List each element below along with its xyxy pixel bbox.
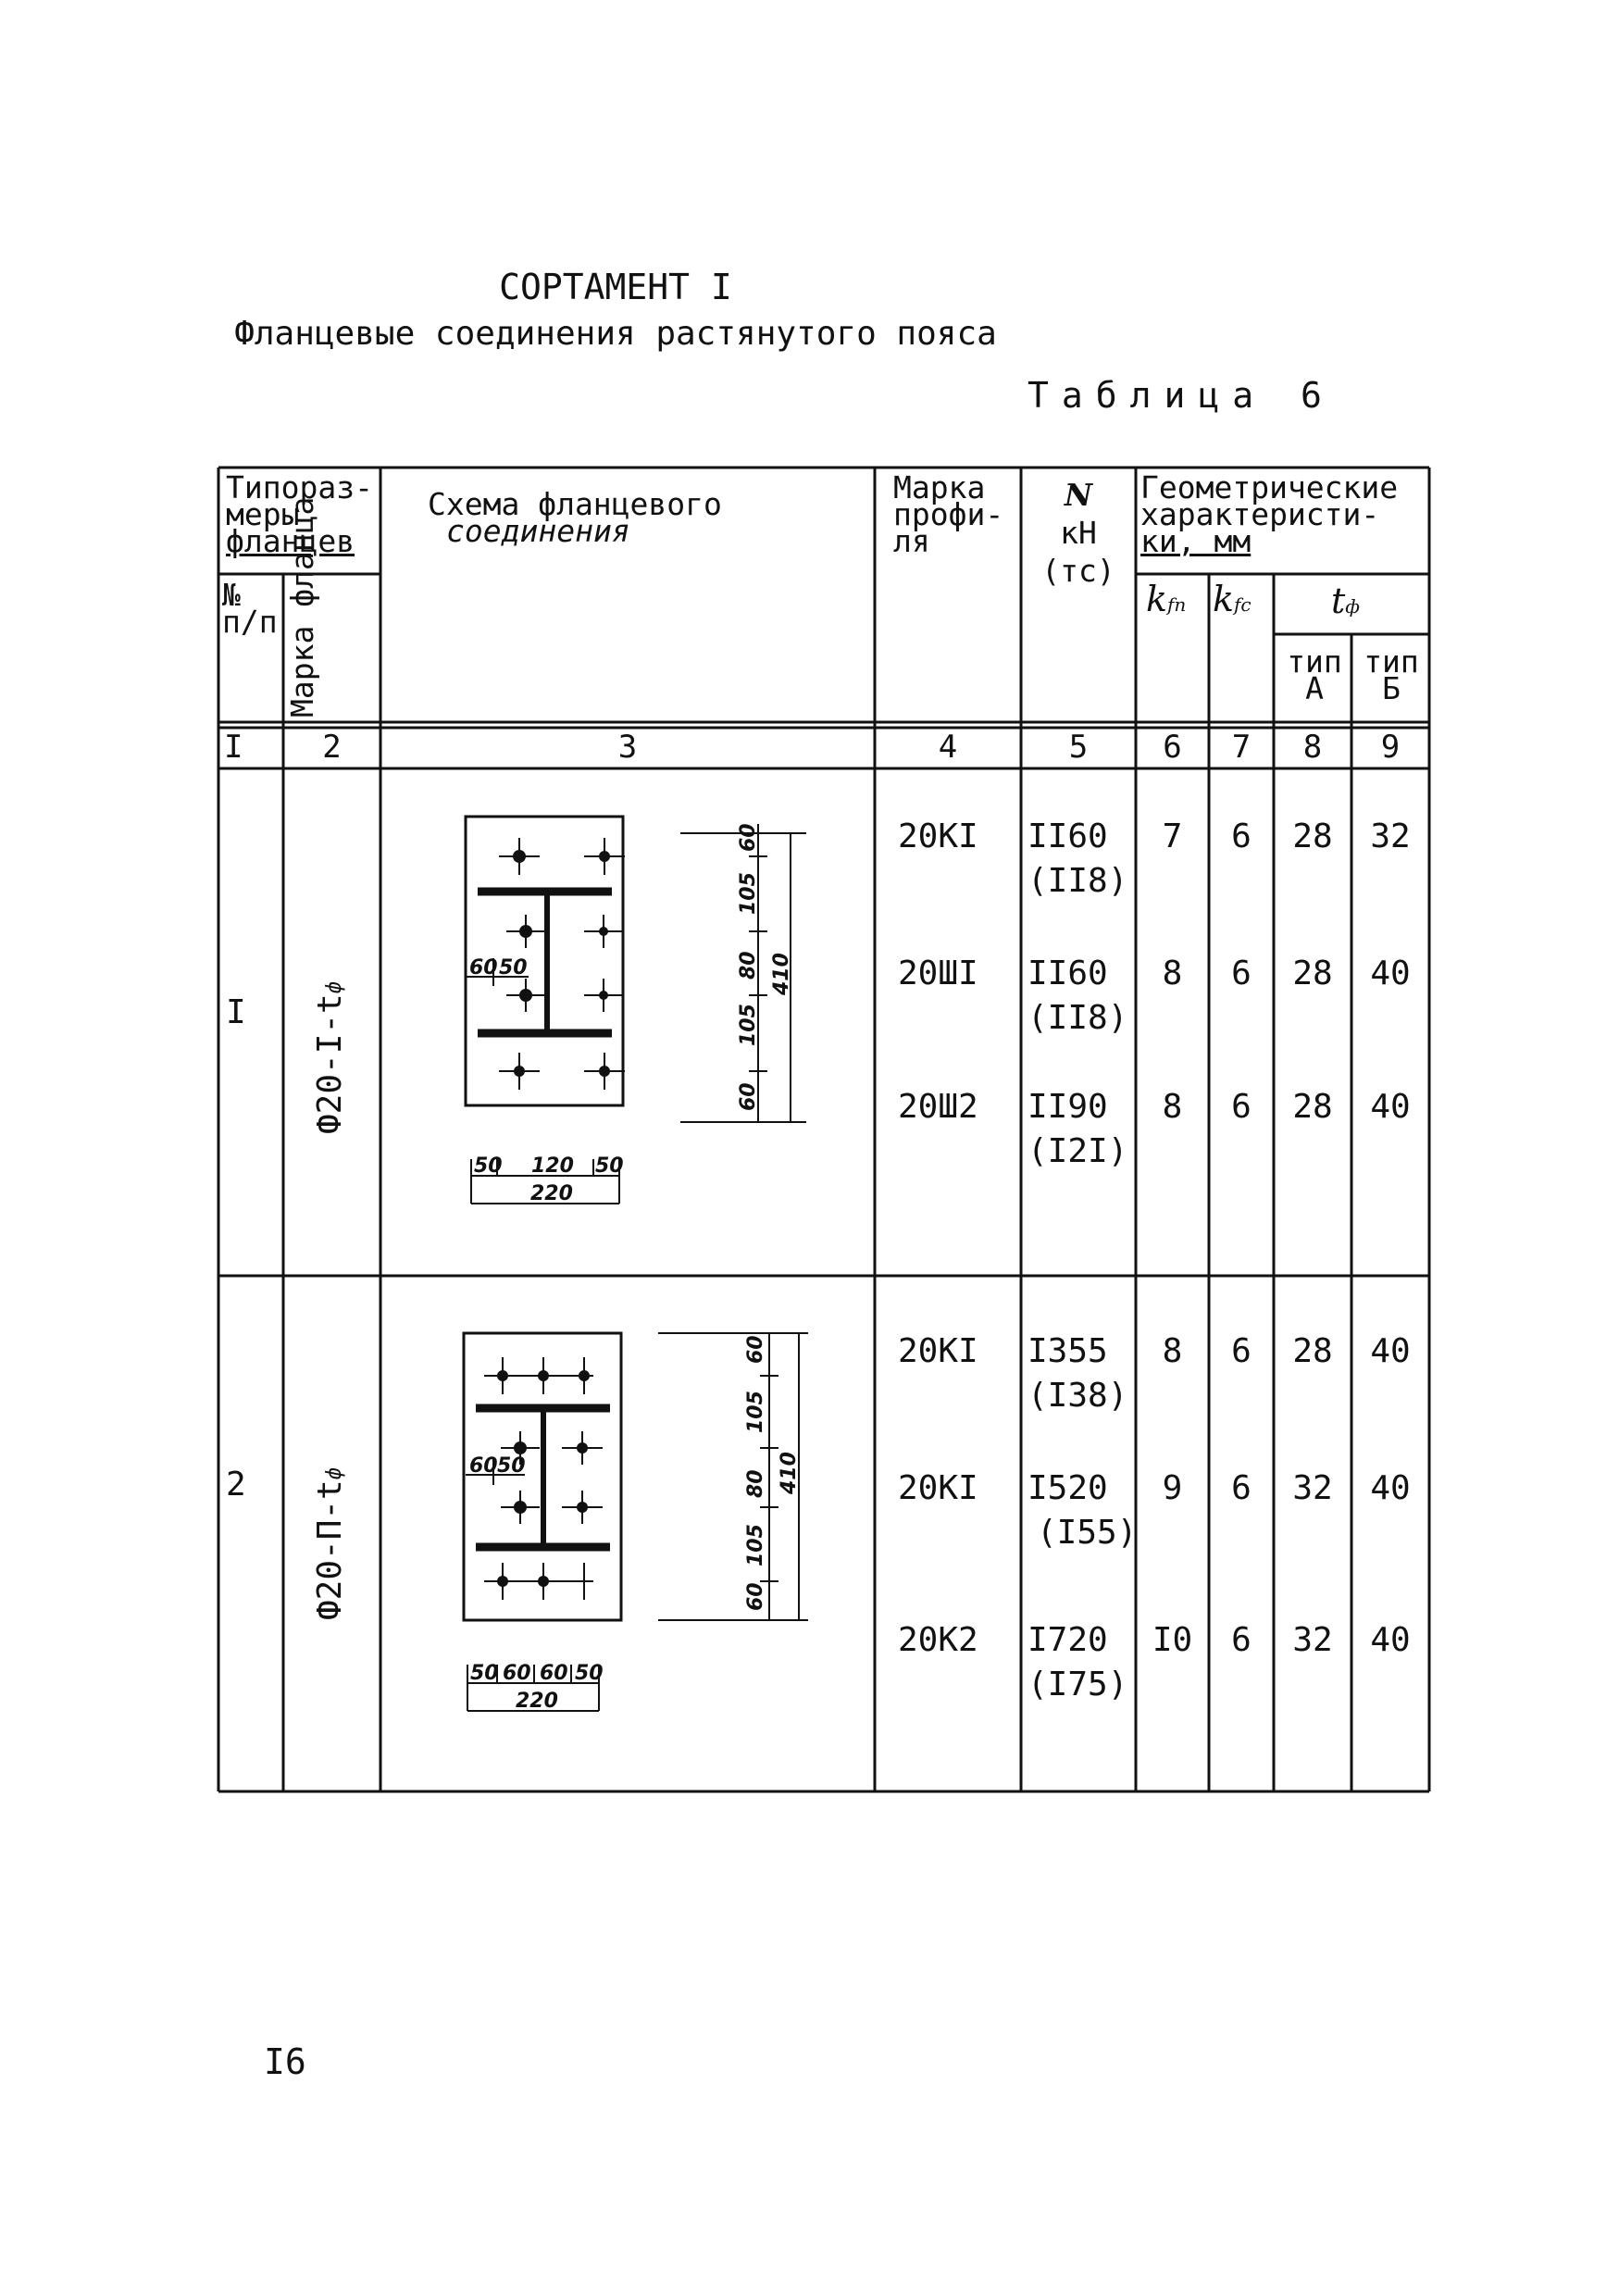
kfn-value: 8 (1162, 1332, 1183, 1370)
force-tc: (II8) (1027, 862, 1128, 900)
header-type-b: тип Б (1364, 643, 1419, 706)
header-kfc: kfc (1213, 579, 1252, 619)
dim-total-width: 220 (530, 1182, 573, 1205)
col-number-9: 9 (1380, 729, 1401, 766)
kfc-value: 6 (1231, 955, 1252, 992)
force-kn: I520 (1027, 1469, 1108, 1507)
dim-v-5: 60 (737, 1082, 760, 1111)
col-number-2: 2 (322, 729, 342, 766)
profile-mark: 20КI (898, 817, 978, 855)
col-number-1: I (224, 729, 243, 766)
thickness-type-a: 28 (1292, 817, 1333, 855)
dim-bottom-1: 50 (470, 1662, 499, 1685)
profile-mark: 20К2 (898, 1621, 978, 1659)
document-title: СОРТАМЕНТ I (499, 267, 732, 307)
kfc-value: 6 (1231, 1621, 1252, 1659)
group-number: 2 (226, 1466, 246, 1504)
force-tc: (II8) (1027, 999, 1128, 1037)
dim-bottom-1: 50 (474, 1154, 503, 1178)
kfn-value: 8 (1162, 1088, 1183, 1126)
profile-mark: 20КI (898, 1469, 978, 1507)
flange-mark: Ф20-П-tф (311, 1467, 349, 1620)
thickness-type-a: 28 (1292, 1088, 1333, 1126)
dim-v-3: 80 (737, 951, 760, 980)
force-tc: (I55) (1037, 1514, 1138, 1552)
kfc-value: 6 (1231, 817, 1252, 855)
force-kn: I720 (1027, 1621, 1108, 1659)
profile-mark: 20КI (898, 1332, 978, 1370)
dim-bottom-3: 60 (540, 1662, 568, 1685)
header-profile-mark: Марка профи- ля (893, 469, 1004, 559)
group-number: I (226, 993, 246, 1031)
document-subtitle: Фланцевые соединения растянутого пояса (234, 315, 997, 353)
col-number-7: 7 (1231, 729, 1252, 766)
dim-left-a: 60 (469, 956, 498, 980)
flange-scheme-1 (380, 768, 875, 1276)
dim-left-b: 50 (499, 956, 528, 980)
page-number: I6 (264, 2041, 306, 2082)
dim-bottom-2: 60 (503, 1662, 531, 1685)
dim-bottom-2: 120 (531, 1154, 574, 1178)
kfn-value: 9 (1162, 1469, 1183, 1507)
dim-left-a: 60 (469, 1454, 498, 1478)
dim-total-height: 410 (778, 1452, 801, 1494)
col-number-5: 5 (1068, 729, 1089, 766)
header-scheme: Схема фланцевого соединения (428, 486, 722, 549)
dim-left-b: 50 (497, 1454, 526, 1478)
thickness-type-a: 28 (1292, 955, 1333, 992)
dim-v-5: 60 (744, 1582, 767, 1611)
thickness-type-b: 40 (1370, 1621, 1411, 1659)
profile-mark: 20ШI (898, 955, 978, 992)
header-type-a: тип А (1287, 643, 1342, 706)
flange-mark: Ф20-I-tф (311, 981, 349, 1134)
col-number-3: 3 (617, 729, 638, 766)
thickness-type-a: 32 (1292, 1469, 1333, 1507)
header-geometry: Геометрические характеристи- ки, мм (1140, 469, 1399, 559)
force-tc: (I2I) (1027, 1132, 1128, 1170)
thickness-type-b: 40 (1370, 955, 1411, 992)
dim-total-height: 410 (770, 953, 793, 995)
dim-v-4: 105 (737, 1004, 760, 1046)
force-kn: II60 (1027, 955, 1108, 992)
kfn-value: 8 (1162, 955, 1183, 992)
kfc-value: 6 (1231, 1469, 1252, 1507)
col-number-6: 6 (1163, 729, 1182, 766)
header-tf: tф (1331, 580, 1360, 621)
thickness-type-b: 32 (1370, 817, 1411, 855)
kfc-value: 6 (1231, 1088, 1252, 1126)
dim-bottom-3: 50 (595, 1154, 624, 1178)
header-number: № п/п (222, 577, 278, 640)
thickness-type-a: 28 (1292, 1332, 1333, 1370)
col-number-8: 8 (1302, 729, 1323, 766)
header-kfn: kfn (1146, 579, 1187, 619)
dim-v-2: 105 (744, 1391, 767, 1433)
header-force: N кН (тс) (1041, 477, 1115, 589)
dim-total-width: 220 (516, 1690, 558, 1713)
force-kn: II60 (1027, 817, 1108, 855)
thickness-type-b: 40 (1370, 1469, 1411, 1507)
force-kn: I355 (1027, 1332, 1108, 1370)
profile-mark: 20Ш2 (898, 1088, 978, 1126)
header-flange-mark: Марка фланца (284, 496, 320, 718)
header-sizes: Типораз- меры фланцев (226, 469, 373, 559)
dim-v-4: 105 (744, 1524, 767, 1566)
thickness-type-a: 32 (1292, 1621, 1333, 1659)
dim-v-1: 60 (737, 823, 760, 852)
table-label: Таблица 6 (1027, 375, 1335, 416)
flange-scheme-2 (380, 1276, 875, 1791)
thickness-type-b: 40 (1370, 1332, 1411, 1370)
dim-bottom-4: 50 (575, 1662, 604, 1685)
force-kn: II90 (1027, 1088, 1108, 1126)
force-tc: (I75) (1027, 1666, 1128, 1703)
kfc-value: 6 (1231, 1332, 1252, 1370)
force-tc: (I38) (1027, 1377, 1128, 1415)
dim-v-1: 60 (744, 1335, 767, 1364)
kfn-value: 7 (1162, 817, 1183, 855)
dim-v-2: 105 (737, 872, 760, 915)
col-number-4: 4 (938, 729, 958, 766)
thickness-type-b: 40 (1370, 1088, 1411, 1126)
kfn-value: I0 (1152, 1621, 1193, 1659)
dim-v-3: 80 (744, 1469, 767, 1498)
